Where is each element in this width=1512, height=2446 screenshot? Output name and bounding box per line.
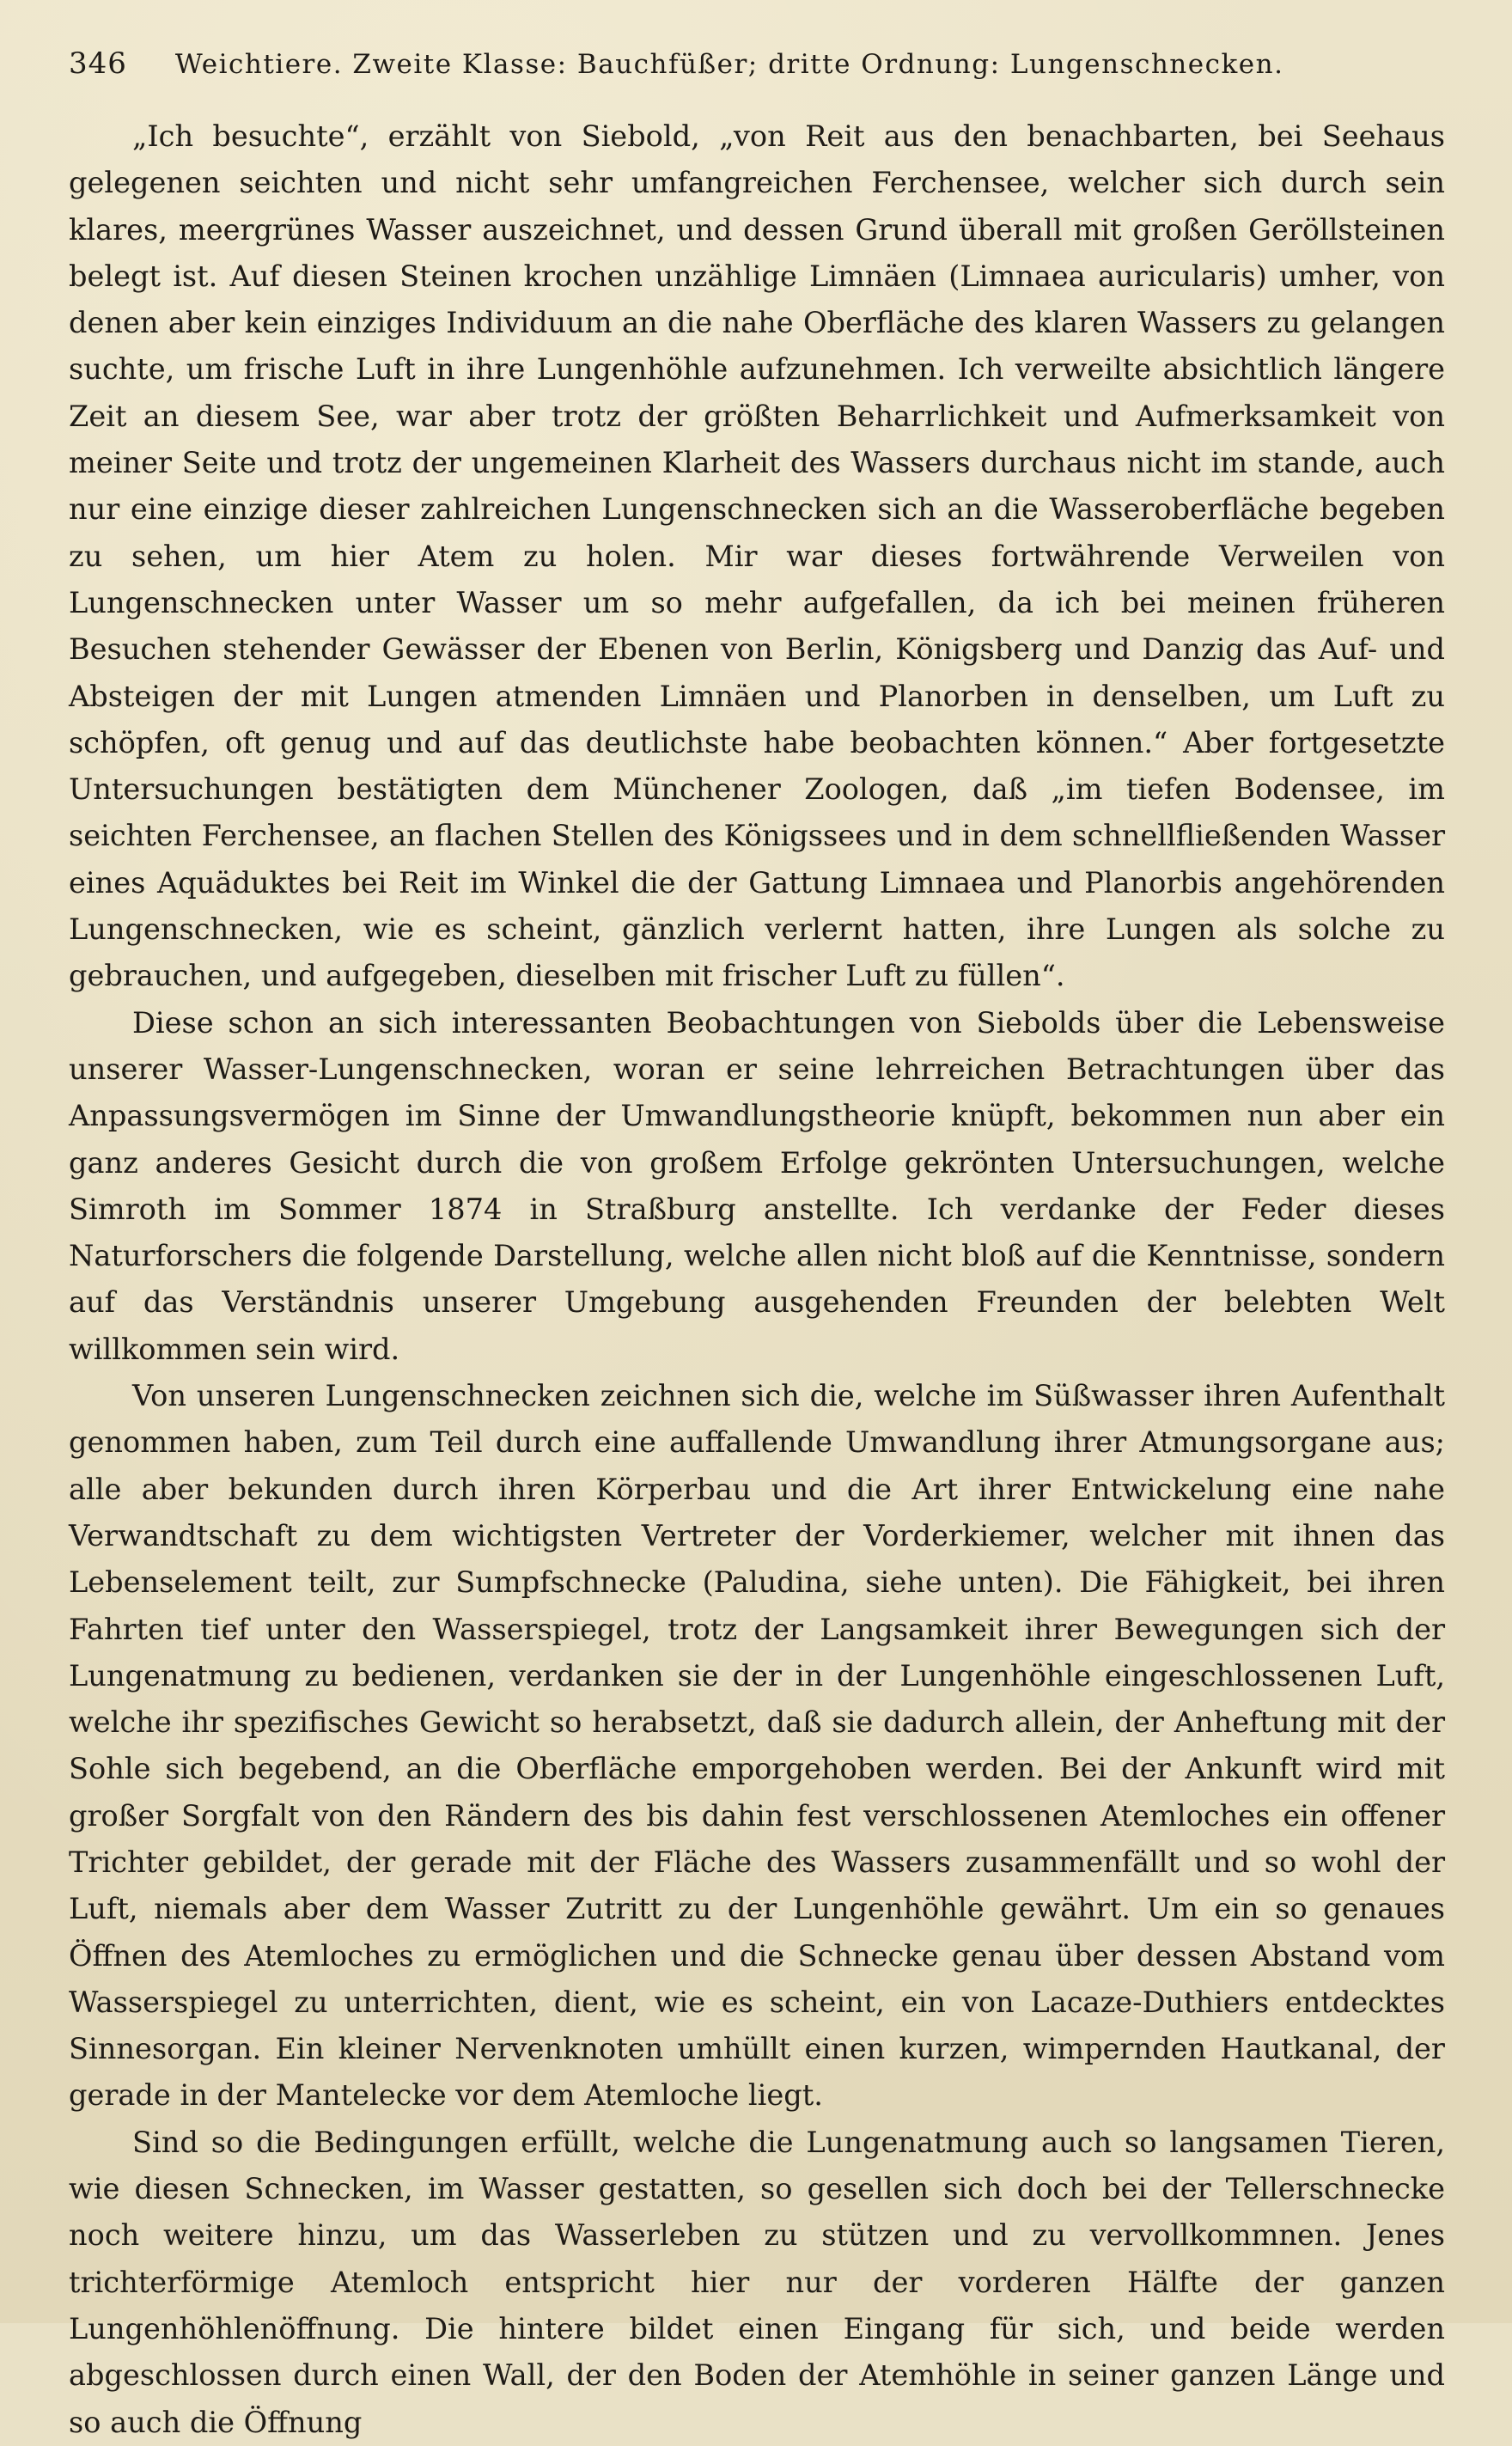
paragraph-1: „Ich besuchte“, erzählt von Siebold, „von Reit aus den benachbarten, bei Seehaus gelegenen seichten und nicht sehr umfangreichen Ferchensee, welcher sich durch sein klares, meergrünes Wasser auszeichnet, und dessen Grund überall mit großen Geröllsteinen belegt ist. Auf diesen Steinen krochen unzählige Limnäen (Limnaea auricularis) umher, von denen aber kein einziges Individuum an die nahe Oberfläche des klaren Wassers zu gelangen suchte, um frische Luft in ihre Lungenhöhle aufzunehmen. Ich verweilte absichtlich längere Zeit an diesem See, war aber trotz der größten Beharrlichkeit und Aufmerksamkeit von meiner Seite und trotz der ungemeinen Klarheit des Wassers durchaus nicht im stande, auch nur eine einzige dieser zahlreichen Lungenschnecken sich an die Wasseroberfläche begeben zu sehen, um hier Atem zu holen. Mir war dieses fortwährende Verweilen von Lungenschnecken unter Wasser um so mehr aufgefallen, da ich bei meinen früheren Besuchen stehender Gewässer der Ebenen von Berlin, Königsberg und Danzig das Auf- und Absteigen der mit Lungen atmenden Limnäen und Planorben in denselben, um Luft zu schöpfen, oft genug und auf das deutlichste habe beobachten können.“ Aber fortgesetzte Untersuchungen bestätigten dem Münchener Zoologen, daß „im tiefen Bodensee, im seichten Ferchensee, an flachen Stellen des Königssees und in dem schnellfließenden Wasser eines Aquäduktes bei Reit im Winkel die der Gattung Limnaea und Planorbis angehörenden Lungenschnecken, wie es scheint, gänzlich verlernt hatten, ihre Lungen als solche zu gebrauchen, und aufgegeben, dieselben mit frischer Luft zu füllen“. [69, 119, 1445, 993]
page-number: 346 [69, 46, 127, 81]
paragraph-4: Sind so die Bedingungen erfüllt, welche die Lungenatmung auch so langsamen Tieren, wie diesen Schnecken, im Wasser gestatten, so gesellen sich doch bei der Tellerschnecke noch weitere hinzu, um das Wasserleben zu stützen und zu vervollkommnen. Jenes trichterförmige Atemloch entspricht hier nur der vorderen Hälfte der ganzen Lungenhöhlenöffnung. Die hintere bildet einen Eingang für sich, und beide werden abgeschlossen durch einen Wall, der den Boden der Atemhöhle in seiner ganzen Länge und so auch die Öffnung [69, 2125, 1445, 2439]
paragraph-3: Von unseren Lungenschnecken zeichnen sich die, welche im Süßwasser ihren Aufenthalt genommen haben, zum Teil durch eine auffallende Umwandlung ihrer Atmungsorgane aus; alle aber bekunden durch ihren Körperbau und die Art ihrer Entwickelung eine nahe Verwandtschaft zu dem wichtigsten Vertreter der Vorderkiemer, welcher mit ihnen das Lebenselement teilt, zur Sumpfschnecke (Paludina, siehe unten). Die Fähigkeit, bei ihren Fahrten tief unter den Wasserspiegel, trotz der Langsamkeit ihrer Bewegungen sich der Lungenatmung zu bedienen, verdanken sie der in der Lungenhöhle eingeschlossenen Luft, welche ihr spezifisches Gewicht so herabsetzt, daß sie dadurch allein, der Anheftung mit der Sohle sich begebend, an die Oberfläche emporgehoben werden. Bei der Ankunft wird mit großer Sorgfalt von den Rändern des bis dahin fest verschlossenen Atemloches ein offener Trichter gebildet, der gerade mit der Fläche des Wassers zusammenfällt und so wohl der Luft, niemals aber dem Wasser Zutritt zu der Lungenhöhle gewährt. Um ein so genaues Öffnen des Atemloches zu ermöglichen und die Schnecke genau über dessen Abstand vom Wasserspiegel zu unterrichten, dient, wie es scheint, ein von Lacaze-Duthiers entdecktes Sinnesorgan. Ein kleiner Nervenknoten umhüllt einen kurzen, wimpernden Hautkanal, der gerade in der Mantelecke vor dem Atemloche liegt. [69, 1379, 1445, 2113]
page-header [69, 46, 1443, 98]
running-title: Weichtiere. Zweite Klasse: Bauchfüßer; dritte Ordnung: Lungenschnecken. [174, 49, 1284, 80]
paragraph-2: Diese schon an sich interessanten Beobachtungen von Siebolds über die Lebensweise unserer Wasser-Lungenschnecken, woran er seine lehrreichen Betrachtungen über das Anpassungsvermögen im Sinne der Umwandlungstheorie knüpft, bekommen nun aber ein ganz anderes Gesicht durch die von großem Erfolge gekrönten Untersuchungen, welche Simroth im Sommer 1874 in Straßburg anstellte. Ich verdanke der Feder dieses Naturforschers die folgende Darstellung, welche allen nicht bloß auf die Kenntnisse, sondern auf das Verständnis unserer Umgebung ausgehenden Freunden der belebten Welt willkommen sein wird. [69, 1005, 1445, 1366]
body-text [69, 113, 1445, 2446]
